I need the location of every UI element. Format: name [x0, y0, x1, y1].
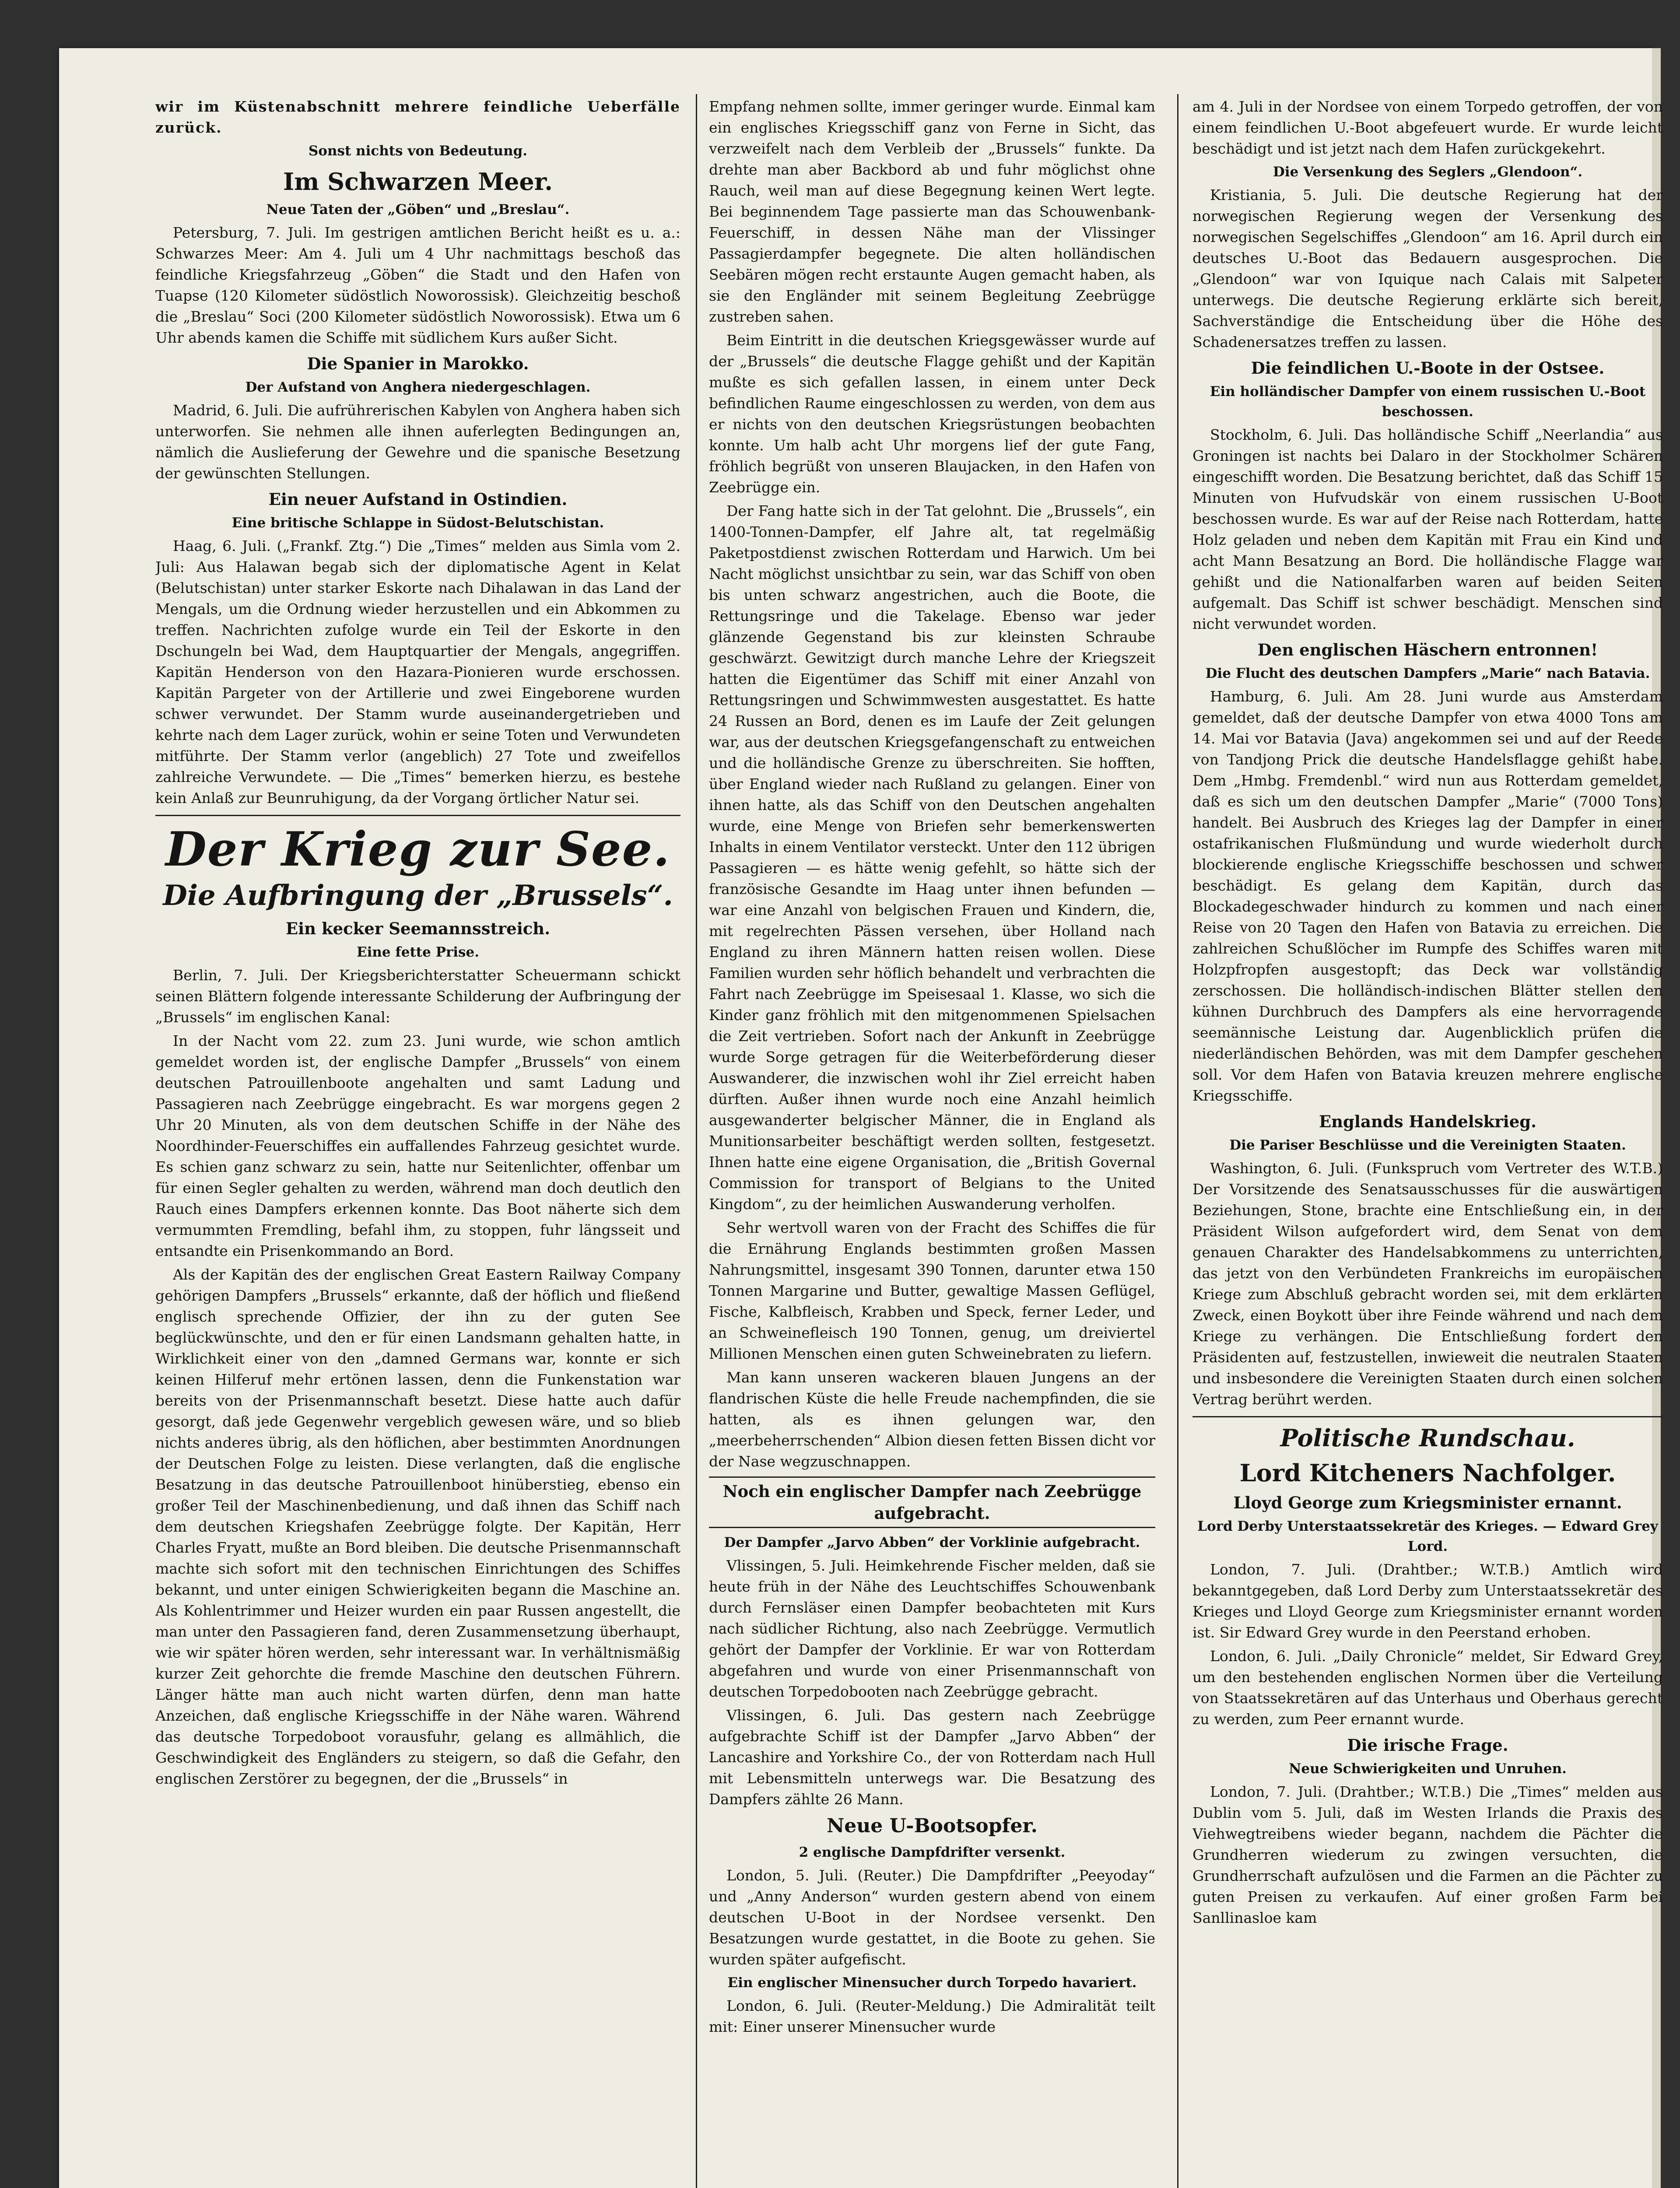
kitchener-kicker: Lord Derby Unterstaatssekretär des Krieges. — Edward Grey Lord.: [1197, 1518, 1658, 1554]
morocco-body: Madrid, 6. Juli. Die aufrührerischen Kabylen von Anghera haben sich unterworfen. Sie nehmen alle ihnen auferlegten Bedingungen an, nämlich die Auslieferung der Gewehre und die spanische Besetzung der gewünschten Stellungen.: [155, 402, 680, 482]
baltic-subtitle: Ein holländischer Dampfer von einem russischen U.-Boot beschossen.: [1210, 384, 1646, 420]
black-sea-subtitle: Neue Taten der „Göben“ und „Breslau“.: [266, 202, 570, 217]
marie-body: Hamburg, 6. Juli. Am 28. Juni wurde aus Amsterdam gemeldet, daß der deutsche Dampfer von etwa 4000 Tons am 14. Mai vor Batavia (Java) angekommen sei und auf der Reede von Tandjong Prick die deutsche Handelsflagge gehißt habe. Dem „Hmbg. Fremdenbl.“ wird nun aus Rotterdam gemeldet, daß es sich um den deutschen Dampfer „Marie“ (7000 Tons) handelt. Bei Ausbruch des Krieges lag der Dampfer in einer ostafrikanischen Flußmündung und wurde wiederholt durch blockierende englische Kriegsschiffe beschossen und schwer beschädigt. Es gelang dem Kapitän, durch das Blockadegeschwader hindurch zu kommen und nach einer Reise von 20 Tagen den Hafen von Batavia zu erreichen. Die zahlreichen Schußlöcher im Rumpfe des Schiffes waren mit Holzpfropfen ausgestopft; das Deck war vollständig zerschossen. Die holländisch-indischen Blätter stellen den kühnen Durchbruch des Dampfers als eine hervorragende seemännische Leistung dar. Augenblicklich prüfen die niederländischen Behörden, was mit dem Dampfer geschehen soll. Vor dem Hafen von Batavia kreuzen mehrere englische Kriegsschiffe.: [1192, 688, 1663, 1104]
trade-war-subtitle: Die Pariser Beschlüsse und die Vereinigten Staaten.: [1229, 1137, 1626, 1153]
brussels-paragraph: Als der Kapitän des der englischen Great Eastern Railway Company gehörigen Dampfers „Brussels“ erkannte, daß der höflich und fließend englisch sprechende Offizier, der ihn zu der guten See beglückwünschte, und den er für einen Landsmann gehalten hatte, in Wirklichkeit einer von den „damned Germans war, konnte er sich keinen Hilferuf mehr ertönen lassen, denn die Funkenstation war bereits von der Prisenmannschaft besetzt. Diese hatte auch dafür gesorgt, daß jede Gegenwehr vergeblich gewesen wäre, und so blieb nichts anderes übrig, als den höflichen, aber bestimmten Anordnungen der Deutschen Folge zu leisten. Diese verlangten, daß die englische Besatzung in das deutsche Patrouillenboot hinüberstieg, ebenso ein großer Teil der Maschinenbedienung, und daß ihnen das Schiff nach dem deutschen Kriegshafen Zeebrügge folgte. Der Kapitän, Herr Charles Fryatt, mußte an Bord bleiben. Die deutsche Prisenmannschaft machte sich sofort mit den technischen Einrichtungen des Schiffes bekannt, und unter einigen Schwierigkeiten begann die Maschine an. Als Kohlentrimmer und Heizer wurden ein paar Russen angestellt, die man unter den Passagieren fand, deren Zusammensetzung überhaupt, wie wir später hören werden, sehr interessant war. In verhältnismäßig kurzer Zeit gehorchte die fremde Maschine den deutschen Führern. Länger hätte man auch nicht warten dürfen, denn man hatte Anzeichen, daß englische Kriegsschiffe in der Nähe waren. Während das deutsche Torpedoboot vorausfuhr, gelang es allmählich, die Geschwindigkeit des Engländers zu steigern, so daß die Gefahr, den englischen Zerstörer zu begegnen, der die „Brussels“ in: [155, 1266, 680, 1787]
uboat-body: London, 5. Juli. (Reuter.) Die Dampfdrifter „Peeyoday“ und „Anny Anderson“ wurden gestern abend von einem deutschen U-Boot in der Nordsee versenkt. Den Besatzungen wurde gestattet, in die Boote zu gehen. Sie wurden später aufgefischt.: [709, 1867, 1155, 1968]
zeebrugge-paragraph: Vlissingen, 6. Juli. Das gestern nach Zeebrügge aufgebrachte Schiff ist der Dampfer „Jarvo Abben“ der Lancashire and Yorkshire Co., der von Rotterdam nach Hull mit Lebensmitteln unterwegs war. Die Besatzung des Dampfers zählte 26 Mann.: [709, 1707, 1155, 1808]
brussels-paragraph: In der Nacht vom 22. zum 23. Juni wurde, wie schon amtlich gemeldet worden ist, der englische Dampfer „Brussels“ von einem deutschen Patrouillenboote angehalten und samt Ladung und Passagieren nach Zeebrügge eingebracht. Es war morgens gegen 2 Uhr 20 Minuten, als von dem deutschen Schiffe in der Nähe des Noordhinder-Feuerschiffes ein auffallendes Fahrzeug gesichtet wurde. Es schien ganz schwarz zu sein, hatte nur Seitenlichter, offenbar um für einen Segler gehalten zu werden, während man doch deutlich den Rauch eines Dampfers erkennen konnte. Das Boot näherte sich dem vermummten Fremdling, befahl ihm, zu stoppen, fuhr längsseit und entsandte ein Prisenkommando an Bord.: [155, 1032, 680, 1259]
india-subtitle: Eine britische Schlappe in Südost-Belutschistan.: [231, 515, 604, 531]
brussels-continued: Der Fang hatte sich in der Tat gelohnt. Die „Brussels“, ein 1400-Tonnen-Dampfer, elf Jahre alt, tat regelmäßig Paketpostdienst zwischen Rotterdam und Harwich. Um bei Nacht möglichst unsichtbar zu sein, war das Schiff von oben bis unten schwarz angestrichen, auch die Boote, die Rettungsringe und die Takelage. Ebenso war jeder glänzende Gegenstand bis zur kleinsten Schraube geschwärzt. Gewitzigt durch manche Lehre der Kriegszeit hatten die Eigentümer das Schiff mit einer Anzahl von Rettungsringen und Schwimmwesten ausgestattet. Es hatte 24 Russen an Bord, denen es im Laufe der Zeit gelungen war, aus der deutschen Kriegsgefangenschaft zu entweichen und die holländische Grenze zu überschreiten. Sie hofften, über England wieder nach Rußland zu gelangen. Einer von ihnen hatte, als das Schiff von den Deutschen angehalten wurde, eine Menge von Briefen sehr bemerkenswerten Inhalts in einem Ventilator versteckt. Unter den 112 übrigen Passagieren — es hätte wenig gefehlt, so hätte sich der französische Gesandte im Haag unter ihnen befunden — war eine Anzahl von belgischen Frauen und Kindern, die, mit regelrechten Pässen versehen, über Holland nach England zu ihren Männern hatten reisen wollen. Diese Familien wurden sehr höflich behandelt und verbrachten die Fahrt nach Zeebrügge im Speisesaal 1. Klasse, wo sich die Kinder ganz fröhlich mit den mitgenommenen Spielsachen die Zeit vertrieben. Sofort nach der Ankunft in Zeebrügge wurde Sorge getragen für die Weiterbeförderung dieser Auswanderer, die inzwischen wohl ihr Ziel erreicht haben dürften. Außer ihnen wurde noch eine Anzahl heimlich ausgewanderter belgischer Männer, die in England als Munitionsarbeiter beschäftigt werden sollten, festgesetzt. Ihnen hatte eine eigene Organisation, die „British Governal Commission for transport of Belgians to the United Kingdom“, zu der heimlichen Auswanderung verholfen.: [709, 502, 1155, 1213]
brussels-subhead: Ein kecker Seemannsstreich.: [285, 919, 551, 938]
chronicle-body: London, 6. Juli. „Daily Chronicle“ meldet, Sir Edward Grey, um den bestehenden englischen Normen über die Verteilung von Staatssekretären auf das Unterhaus und Oberhaus gerecht zu werden, zum Peer ernannt wurde.: [1192, 1648, 1663, 1728]
brussels-paragraph: Berlin, 7. Juli. Der Kriegsberichterstatter Scheuermann schickt seinen Blättern folgende interessante Schilderung der Aufbringung der „Brussels“ im englischen Kanal:: [155, 967, 680, 1026]
column-rule: [696, 94, 697, 2188]
black-sea-body: Petersburg, 7. Juli. Im gestrigen amtlichen Bericht heißt es u. a.: Schwarzes Meer: Am 4. Juli um 4 Uhr nachmittags beschoß das feindliche Kriegsfahrzeug „Göben“ die Stadt und den Hafen von Tuapse (120 Kilometer südöstlich Noworossisk). Gleichzeitig beschoß die „Breslau“ Soci (200 Kilometer südöstlich Noworossisk). Etwa um 6 Uhr abends kamen die Schiffe mit südlichem Kurs außer Sicht.: [155, 224, 680, 346]
intro-line: wir im Küstenabschnitt mehrere feindliche Ueberfälle zurück.: [155, 98, 680, 136]
column-3: [1192, 96, 1663, 2188]
section-divider: [155, 815, 680, 816]
brussels-continued: Man kann unseren wackeren blauen Jungens an der flandrischen Küste die helle Freude nachempfinden, die sie hatten, als es ihnen gelungen war, den „meerbeherrschenden“ Albion diesen fetten Bissen dicht vor der Nase wegzuschnappen.: [709, 1369, 1155, 1470]
mine-title: Ein englischer Minensucher durch Torpedo havariert.: [727, 1975, 1137, 1991]
irish-subtitle: Neue Schwierigkeiten und Unruhen.: [1289, 1761, 1567, 1777]
kitchener-body: London, 7. Juli. (Drahtber.; W.T.B.) Amtlich wird bekanntgegeben, daß Lord Derby zum Unterstaatssekretär des Krieges und Lloyd George zum Kriegsminister ernannt worden ist. Sir Edward Grey wurde in den Peerstand erhoben.: [1192, 1561, 1663, 1641]
glendoon-title: Die Versenkung des Seglers „Glendoon“.: [1273, 164, 1583, 180]
politics-banner: Politische Rundschau.: [1280, 1424, 1575, 1452]
zeebrugge-paragraph: Vlissingen, 5. Juli. Heimkehrende Fischer melden, daß sie heute früh in der Nähe des Leuchtschiffes Schouwenbank durch Fernsläser einen Dampfer beobachteten mit Kurs nach südlicher Richtung, also nach Zeebrügge. Vermutlich gehört der Dampfer der Vorklinie. Er war von Rotterdam abgefahren und wurde von einer Prisenmannschaft von deutschen Torpedobooten nach Zeebrügge gebracht.: [709, 1557, 1155, 1700]
brussels-kicker: Eine fette Prise.: [356, 944, 480, 960]
column-1: [155, 96, 680, 2188]
trade-war-body: Washington, 6. Juli. (Funkspruch vom Vertreter des W.T.B.) Der Vorsitzende des Senatsausschusses für die auswärtigen Beziehungen, Stone, brachte eine Entschließung ein, in der Präsident Wilson aufgefordert wird, dem Senat von dem genauen Charakter des Handelsabkommens zu unterrichten, das jetzt von den Verbündeten Frankreichs im europäischen Kriege zum Abschluß gebracht worden sei, mit dem erklärten Zweck, einen Boykott über ihre Feinde während und nach dem Kriege zu verhängen. Die Entschließung fordert den Präsidenten auf, festzustellen, inwieweit die neutralen Staaten und insbesondere die Vereinigten Staaten durch einen solchen Vertrag berührt werden.: [1192, 1160, 1663, 1408]
column-2: [709, 96, 1155, 2188]
intro-line: Sonst nichts von Bedeutung.: [308, 143, 528, 159]
uboat-subtitle: 2 englische Dampfdrifter versenkt.: [799, 1844, 1066, 1860]
baltic-body: Stockholm, 6. Juli. Das holländische Schiff „Neerlandia“ aus Groningen ist nachts bei Dalaro in der Stockholmer Schären eingeschifft worden. Die Besatzung berichtet, daß das Schiff 15 Minuten von Hufvudskär von einem russischen U-Boot beschossen wurde. Es war auf der Reise nach Rotterdam, hatte Holz geladen und neben dem Kapitän mit Frau ein Kind und acht Mann Besatzung an Bord. Die holländische Flagge war gehißt und die Nationalfarben waren auf beiden Seiten aufgemalt. Das Schiff ist schwer beschädigt. Menschen sind nicht verwundet worden.: [1192, 426, 1663, 632]
marie-title: Den englischen Häschern entronnen!: [1257, 640, 1598, 659]
black-sea-title: Im Schwarzen Meer.: [283, 168, 553, 196]
brussels-continued: Beim Eintritt in die deutschen Kriegsgewässer wurde auf der „Brussels“ die deutsche Flagge gehißt und der Kapitän mußte es sich gefallen lassen, in einem unter Deck befindlichen Raume eingeschlossen zu werden, von dem aus er nichts von den deutschen Kriegsrüstungen beobachten konnte. Um halb acht Uhr morgens lief der gute Fang, fröhlich begrüßt von unseren Blaujacken, in den Hafen von Zeebrügge ein.: [709, 332, 1155, 496]
war-at-sea-banner: Der Krieg zur See.: [165, 822, 670, 877]
zeebrugge-header: [709, 1476, 1155, 1528]
brussels-continued: Sehr wertvoll waren von der Fracht des Schiffes die für die Ernährung Englands bestimmten großen Massen Nahrungsmittel, insgesamt 390 Tonnen, darunter etwa 150 Tonnen Margarine und Butter, gewaltige Massen Geflügel, Fische, Kalbfleisch, Krabben und Speck, ferner Leder, und an Schweinefleisch 190 Tonnen, genug, um dreiviertel Millionen Menschen einen guten Schweinebraten zu liefern.: [709, 1219, 1155, 1362]
india-title: Ein neuer Aufstand in Ostindien.: [268, 490, 568, 509]
uboat-title: Neue U-Bootsopfer.: [827, 1815, 1038, 1837]
kitchener-title: Lord Kitcheners Nachfolger.: [1239, 1459, 1616, 1487]
glendoon-body: Kristiania, 5. Juli. Die deutsche Regierung hat der norwegischen Regierung wegen der Versenkung des norwegischen Segelschiffes „Glendoon“ am 16. April durch ein deutsches U.-Boot das Bedauern ausgesprochen. Die „Glendoon“ war von Iquique nach Calais mit Salpeter unterwegs. Die deutsche Regierung erklärte sich bereit, Sachverständige die Entscheidung über die Höhe des Schadenersatzes treffen zu lassen.: [1192, 186, 1663, 351]
zeebrugge-subtitle: Der Dampfer „Jarvo Abben“ der Vorklinie aufgebracht.: [724, 1535, 1140, 1550]
kitchener-subtitle: Lloyd George zum Kriegsminister ernannt.: [1233, 1493, 1622, 1512]
irish-title: Die irische Frage.: [1347, 1736, 1508, 1755]
torpedo-continued: am 4. Juli in der Nordsee von einem Torpedo getroffen, der von einem feindlichen U.-Boot abgefeuert wurde. Er wurde leicht beschädigt und ist jetzt nach dem Hafen zurückgekehrt.: [1192, 98, 1663, 157]
baltic-title: Die feindlichen U.-Boote in der Ostsee.: [1251, 358, 1605, 378]
irish-body: London, 7. Juli. (Drahtber.; W.T.B.) Die „Times“ melden aus Dublin vom 5. Juli, daß im Westen Irlands die Praxis des Viehwegtreibens wieder begann, nachdem die Pächter die Grundherren wiederum zu zwingen versuchten, die Grundherrschaft aufzulösen und die Farmen an die Pächter zu guten Preisen zu verkaufen. Auf einer großen Farm bei Sanllinasloe kam: [1192, 1783, 1663, 1926]
morocco-title: Die Spanier in Marokko.: [307, 354, 529, 373]
column-rule: [1177, 94, 1178, 2188]
morocco-subtitle: Der Aufstand von Anghera niedergeschlagen.: [245, 379, 591, 395]
brussels-headline: Die Aufbringung der „Brussels“.: [163, 879, 673, 912]
marie-subtitle: Die Flucht des deutschen Dampfers „Marie“ nach Batavia.: [1205, 666, 1650, 681]
section-divider: [1192, 1416, 1663, 1417]
trade-war-title: Englands Handelskrieg.: [1319, 1112, 1537, 1131]
india-body: Haag, 6. Juli. („Frankf. Ztg.“) Die „Times“ melden aus Simla vom 2. Juli: Aus Halawan begab sich der diplomatische Agent in Kelat (Belutschistan) unter starker Eskorte nach Dihalawan in das Land der Mengals, um die Ordnung wieder herzustellen und ein Abkommen zu treffen. Nachrichten zufolge wurde ein Teil der Eskorte in den Dschungeln bei Wad, dem Hauptquartier der Mengals, angegriffen. Kapitän Henderson von den Hazara-Pionieren wurde erschossen. Kapitän Pargeter von der Artillerie und zwei Eingeborene wurden schwer verwundet. Der Stamm wurde auseinandergetrieben und kehrte nach dem Lager zurück, wohin er seine Toten und Verwundeten mitführte. Der Stamm verlor (angeblich) 27 Tote und zweifellos zahlreiche Verwundete. — Die „Times“ bemerken hierzu, es bestehe kein Anlaß zur Beunruhigung, da der Vorgang örtlicher Natur sei.: [155, 537, 680, 806]
zeebrugge-title: Noch ein englischer Dampfer nach Zeebrügge aufgebracht.: [723, 1482, 1142, 1523]
brussels-continued: Empfang nehmen sollte, immer geringer wurde. Einmal kam ein englisches Kriegsschiff ganz von Ferne in Sicht, das verzweifelt nach dem Verbleib der „Brussels“ funkte. Da drehte man aber Backbord ab und fuhr möglichst ohne Rauch, weil man auf diese Begegnung keinen Wert legte. Bei beginnendem Tage passierte man das Schouwenbank-Feuerschiff, in dessen Nähe man der Vlissinger Passagierdampfer begegnete. Die alten holländischen Seebären mögen recht erstaunte Augen gemacht haben, als sie den Engländer mit seinem Begleitung Zeebrügge zustreben sahen.: [709, 98, 1155, 325]
mine-body: London, 6. Juli. (Reuter-Meldung.) Die Admiralität teilt mit: Einer unserer Minensucher wurde: [709, 1997, 1155, 2035]
